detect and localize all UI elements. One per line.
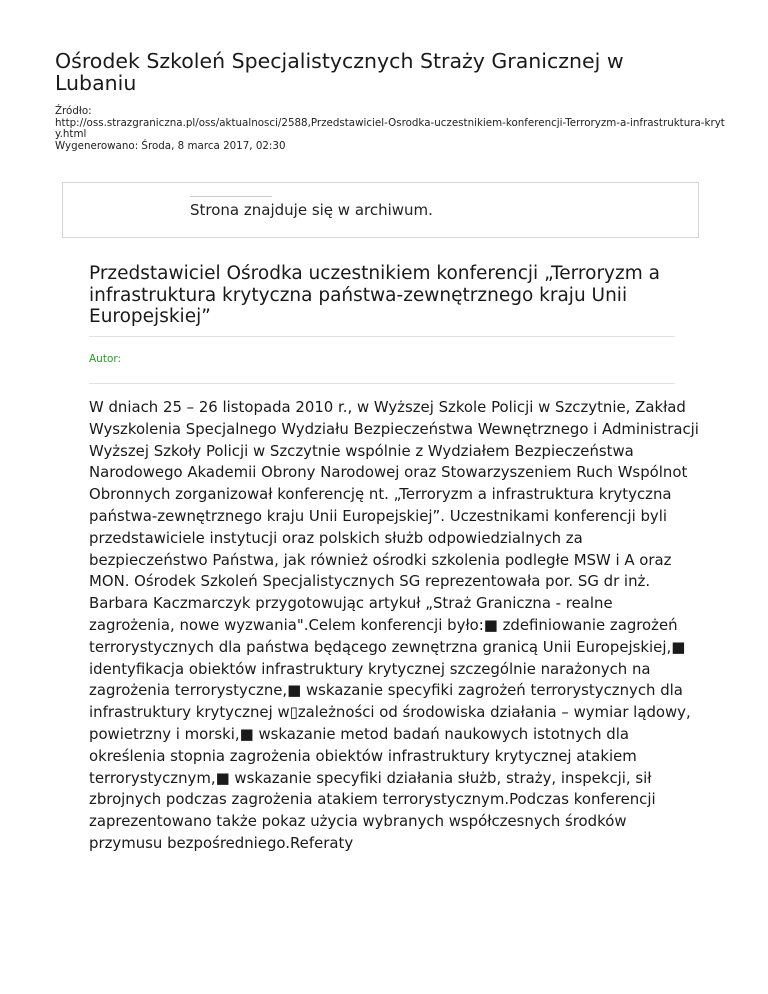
archive-notice-divider — [190, 196, 272, 197]
print-metadata — [55, 106, 725, 152]
archive-notice-box — [62, 182, 699, 238]
source-url[interactable]: http://oss.strazgraniczna.pl/oss/aktualnosci/2588,Przedstawiciel-Osrodka-uczestnikiem-konferencji-Terroryzm-a-infrastruktura-kryty.html — [55, 116, 725, 140]
article-title: Przedstawiciel Ośrodka uczestnikiem konferencji „Terroryzm a infrastruktura krytyczna państwa-zewnętrznego kraju Unii Europejskiej” — [89, 263, 660, 327]
site-title: Ośrodek Szkoleń Specjalistycznych Straży Granicznej w Lubaniu — [55, 49, 624, 95]
generated-timestamp: Wygenerowano: Środa, 8 marca 2017, 02:30 — [55, 139, 286, 152]
article-body: W dniach 25 – 26 listopada 2010 r., w Wyższej Szkole Policji w Szczytnie, Zakład Wyszkolenia Specjalnego Wydziału Bezpieczeństwa Wewnętrznego i Administracji Wyższej Szkoły Policji w Szczytnie wspólnie z Wydziałem Bezpieczeństwa Narodowego Akademii Obrony Narodowej oraz Stowarzyszeniem Ruch Wspólnot Obronnych zorganizował konferencję nt. „Terroryzm a infrastruktura krytyczna państwa-zewnętrznego kraju Unii Europejskiej”. Uczestnikami konferencji byli przedstawiciele instytucji oraz polskich służb odpowiedzialnych za bezpieczeństwo Państwa, jak również ośrodki szkolenia podległe MSW i A oraz MON. Ośrodek Szkoleń Specjalistycznych SG reprezentowała por. SG dr inż. Barbara Kaczmarczyk przygotowując artykuł „Straż Graniczna - realne zagrożenia, nowe wyzwania".Celem konferencji było:■ zdefiniowanie zagrożeń terrorystycznych dla państwa będącego zewnętrzna granicą Unii Europejskiej,■ identyfikacja obiektów infrastruktury krytycznej szczególnie narażonych na zagrożenia terrorystyczne,■ wskazanie specyfiki zagrożeń terrorystycznych dla infrastruktury krytycznej w▯zależności od środowiska działania – wymiar lądowy, powietrzny i morski,■ wskazanie metod badań naukowych istotnych dla określenia stopnia zagrożenia obiektów infrastruktury krytycznej atakiem terrorystycznym,■ wskazanie specyfiki działania służb, straży, inspekcji, sił zbrojnych podczas zagrożenia atakiem terrorystycznym.Podczas konferencji zaprezentowano także pokaz użycia wybranych współczesnych środków przymusu bezpośredniego.Referaty — [89, 398, 699, 852]
author-label: Autor: — [89, 353, 122, 365]
title-divider — [89, 336, 675, 337]
archive-notice-text: Strona znajduje się w archiwum. — [190, 201, 433, 219]
source-label: Źródło: — [55, 105, 92, 117]
author-divider — [89, 383, 675, 384]
